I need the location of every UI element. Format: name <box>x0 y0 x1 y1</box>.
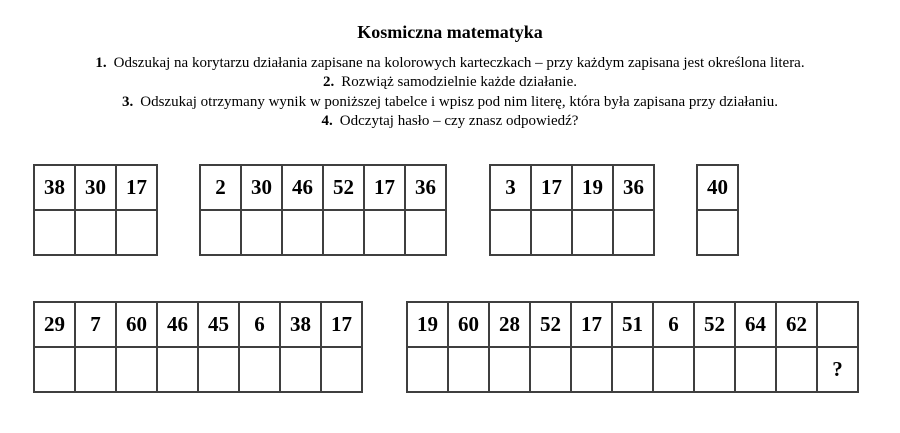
result-number-cell: 52 <box>530 302 571 347</box>
result-number-cell: 46 <box>282 165 323 210</box>
letter-answer-cell[interactable] <box>489 347 530 392</box>
question-mark-cell: ? <box>817 347 858 392</box>
result-number-cell: 60 <box>116 302 157 347</box>
letter-answer-cell[interactable] <box>694 347 735 392</box>
letter-answer-cell[interactable] <box>157 347 198 392</box>
result-number-cell: 52 <box>694 302 735 347</box>
result-number-cell: 46 <box>157 302 198 347</box>
result-number-cell: 36 <box>405 165 446 210</box>
result-number-cell: 17 <box>364 165 405 210</box>
instruction-4-number: 4. <box>321 112 333 129</box>
letter-answer-cell[interactable] <box>490 210 531 255</box>
instruction-1 <box>0 54 900 73</box>
letter-answer-cell[interactable] <box>198 347 239 392</box>
letter-answer-cell[interactable] <box>34 210 75 255</box>
letter-answer-cell[interactable] <box>116 347 157 392</box>
instruction-3-number: 3. <box>122 93 134 110</box>
empty-number-cell <box>817 302 858 347</box>
result-number-cell: 52 <box>323 165 364 210</box>
letter-answer-cell[interactable] <box>530 347 571 392</box>
letter-answer-cell[interactable] <box>572 210 613 255</box>
letter-answer-cell[interactable] <box>321 347 362 392</box>
letter-answer-cell[interactable] <box>75 210 116 255</box>
result-number-cell: 17 <box>531 165 572 210</box>
letter-answer-cell[interactable] <box>34 347 75 392</box>
letter-answer-cell[interactable] <box>241 210 282 255</box>
result-number-cell: 51 <box>612 302 653 347</box>
password-word-1-grid <box>33 164 158 256</box>
letter-answer-cell[interactable] <box>405 210 446 255</box>
instruction-2-number: 2. <box>323 74 335 91</box>
result-number-cell: 36 <box>613 165 654 210</box>
password-word-3-grid <box>489 164 655 256</box>
letter-answer-cell[interactable] <box>282 210 323 255</box>
result-number-cell: 40 <box>697 165 738 210</box>
result-number-cell: 2 <box>200 165 241 210</box>
result-number-cell: 60 <box>448 302 489 347</box>
letter-answer-cell[interactable] <box>75 347 116 392</box>
result-number-cell: 17 <box>321 302 362 347</box>
letter-answer-cell[interactable] <box>697 210 738 255</box>
letter-answer-cell[interactable] <box>116 210 157 255</box>
result-number-cell: 7 <box>75 302 116 347</box>
result-number-cell: 30 <box>75 165 116 210</box>
password-word-4-grid <box>696 164 739 256</box>
result-number-cell: 28 <box>489 302 530 347</box>
answer-table-word-3 <box>489 164 655 256</box>
result-number-cell: 3 <box>490 165 531 210</box>
letter-answer-cell[interactable] <box>613 210 654 255</box>
result-number-cell: 45 <box>198 302 239 347</box>
instruction-2 <box>0 73 900 92</box>
instruction-3-text: Odszukaj otrzymany wynik w poniższej tabelce i wpisz pod nim literę, która była zapisana przy działaniu. <box>140 93 778 110</box>
letter-answer-cell[interactable] <box>776 347 817 392</box>
result-number-cell: 38 <box>280 302 321 347</box>
result-number-cell: 29 <box>34 302 75 347</box>
result-number-cell: 64 <box>735 302 776 347</box>
answer-table-word-1 <box>33 164 158 256</box>
result-number-cell: 6 <box>239 302 280 347</box>
letter-answer-cell[interactable] <box>239 347 280 392</box>
letter-answer-cell[interactable] <box>407 347 448 392</box>
instruction-2-text: Rozwiąż samodzielnie każde działanie. <box>341 74 577 91</box>
letter-answer-cell[interactable] <box>531 210 572 255</box>
result-number-cell: 30 <box>241 165 282 210</box>
instruction-1-number: 1. <box>95 55 107 71</box>
result-number-cell: 17 <box>116 165 157 210</box>
result-number-cell: 17 <box>571 302 612 347</box>
page-title: Kosmiczna matematyka <box>357 22 543 42</box>
password-word-6-grid <box>406 301 859 393</box>
letter-answer-cell[interactable] <box>735 347 776 392</box>
letter-answer-cell[interactable] <box>364 210 405 255</box>
letter-answer-cell[interactable] <box>323 210 364 255</box>
result-number-cell: 19 <box>407 302 448 347</box>
instructions-list <box>0 54 900 131</box>
instruction-4-text: Odczytaj hasło – czy znasz odpowiedź? <box>339 112 579 129</box>
answer-table-word-4 <box>696 164 739 256</box>
letter-answer-cell[interactable] <box>612 347 653 392</box>
letter-answer-cell[interactable] <box>653 347 694 392</box>
result-number-cell: 6 <box>653 302 694 347</box>
instruction-3 <box>0 93 900 112</box>
result-number-cell: 38 <box>34 165 75 210</box>
password-word-5-grid <box>33 301 363 393</box>
result-number-cell: 62 <box>776 302 817 347</box>
instruction-4 <box>0 112 900 131</box>
letter-answer-cell[interactable] <box>571 347 612 392</box>
instruction-1-text: Odszukaj na korytarzu działania zapisane na kolorowych karteczkach – przy każdym zapisana jest określona litera. <box>113 55 805 71</box>
letter-answer-cell[interactable] <box>448 347 489 392</box>
letter-answer-cell[interactable] <box>200 210 241 255</box>
password-word-2-grid <box>199 164 447 256</box>
result-number-cell: 19 <box>572 165 613 210</box>
answer-table-word-5 <box>33 301 363 393</box>
letter-answer-cell[interactable] <box>280 347 321 392</box>
answer-table-word-2 <box>199 164 447 256</box>
answer-table-word-6 <box>406 301 859 393</box>
